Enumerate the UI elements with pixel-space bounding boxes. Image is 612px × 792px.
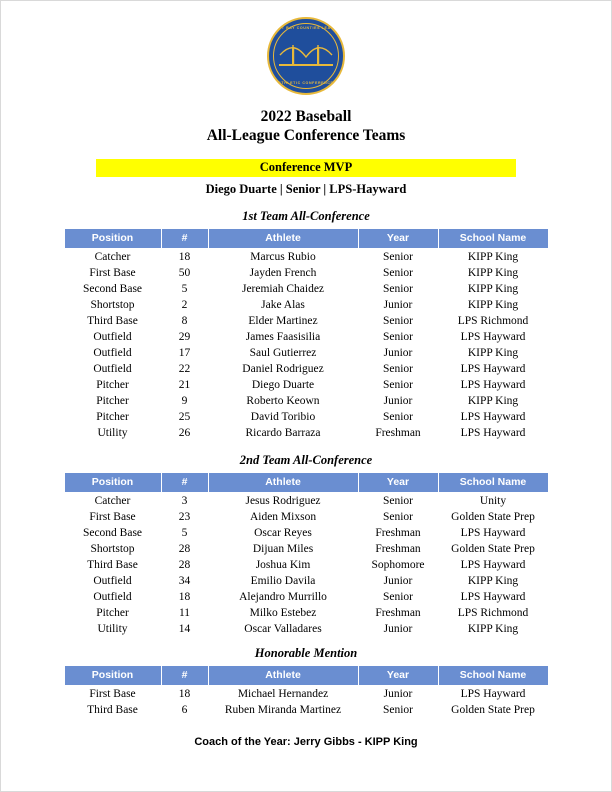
cell-athlete: Oscar Reyes [254, 527, 312, 539]
cell-position: Utility [97, 623, 128, 635]
cell-number: 29 [178, 331, 191, 343]
table-row [64, 425, 548, 441]
cell-number: 14 [178, 623, 191, 635]
cell-position: Pitcher [96, 411, 129, 423]
cell-school: LPS Hayward [460, 411, 526, 423]
cell-school: LPS Hayward [460, 559, 526, 571]
table-honorable-mention [64, 665, 549, 718]
cell-number: 17 [178, 347, 191, 359]
column-header-year: Year [358, 229, 438, 249]
coach-of-the-year: Coach of the Year: Jerry Gibbs - KIPP King [194, 736, 418, 748]
cell-year: Senior [382, 267, 414, 279]
table-row [64, 605, 548, 621]
bridge-icon [279, 43, 333, 69]
cell-number: 26 [178, 427, 191, 439]
cell-number: 18 [178, 688, 191, 700]
cell-position: Second Base [82, 283, 143, 295]
table-header-row [64, 473, 548, 493]
cell-athlete: Roberto Keown [246, 395, 320, 407]
cell-athlete: David Toribio [250, 411, 316, 423]
cell-school: KIPP King [467, 395, 519, 407]
cell-number: 50 [178, 267, 191, 279]
table-header-row [64, 229, 548, 249]
column-header-year: Year [358, 666, 438, 686]
cell-athlete: Emilio Davila [250, 575, 316, 587]
table-row [64, 557, 548, 573]
table-row [64, 686, 548, 703]
cell-position: Utility [97, 427, 128, 439]
cell-number: 5 [181, 283, 188, 295]
cell-athlete: Milko Estebez [249, 607, 317, 619]
cell-athlete: Diego Duarte [251, 379, 315, 391]
cell-position: Outfield [93, 331, 132, 343]
cell-athlete: Aiden Mixson [249, 511, 317, 523]
cell-school: KIPP King [467, 347, 519, 359]
cell-year: Senior [382, 379, 414, 391]
cell-year: Senior [382, 511, 414, 523]
cell-athlete: Jeremiah Chaidez [241, 283, 325, 295]
cell-athlete: James Faasisilia [245, 331, 321, 343]
cell-number: 23 [178, 511, 191, 523]
cell-year: Senior [382, 411, 414, 423]
cell-number: 9 [181, 395, 188, 407]
page-title [50, 107, 562, 145]
cell-position: First Base [89, 688, 136, 700]
section-title-honorable-mention: Honorable Mention [254, 646, 358, 660]
cell-year: Sophomore [371, 559, 425, 571]
cell-number: 2 [181, 299, 188, 311]
cell-athlete: Jesus Rodriguez [245, 495, 321, 507]
cell-number: 28 [178, 559, 191, 571]
cell-school: LPS Hayward [460, 331, 526, 343]
cell-school: KIPP King [467, 299, 519, 311]
cell-athlete: Saul Gutierrez [249, 347, 317, 359]
cell-school: Golden State Prep [451, 511, 535, 523]
section-title-first-team: 1st Team All-Conference [242, 209, 370, 223]
page-title-line2: All-League Conference Teams [206, 127, 406, 144]
cell-position: Pitcher [96, 379, 129, 391]
cell-position: Second Base [82, 527, 143, 539]
table-row [64, 265, 548, 281]
cell-year: Junior [383, 688, 413, 700]
table-row [64, 329, 548, 345]
cell-athlete: Alejandro Murrillo [239, 591, 327, 603]
cell-year: Junior [383, 299, 413, 311]
cell-year: Senior [382, 283, 414, 295]
table-row [64, 621, 548, 637]
table-row [64, 573, 548, 589]
cell-school: LPS Hayward [460, 363, 526, 375]
table-row [64, 525, 548, 541]
cell-athlete: Oscar Valladares [244, 623, 322, 635]
column-header-athlete: Athlete [208, 229, 358, 249]
column-header-number: # [161, 229, 208, 249]
column-header-school: School Name [438, 666, 548, 686]
cell-athlete: Jake Alas [261, 299, 305, 311]
table-row [64, 249, 548, 266]
cell-year: Senior [382, 315, 414, 327]
column-header-athlete: Athlete [208, 473, 358, 493]
cell-school: LPS Hayward [460, 591, 526, 603]
cell-school: KIPP King [467, 251, 519, 263]
cell-year: Junior [383, 575, 413, 587]
cell-position: Outfield [93, 591, 132, 603]
cell-school: LPS Hayward [460, 427, 526, 439]
logo-bottom-text: ATHLETIC CONFERENCE [278, 81, 334, 85]
cell-school: LPS Hayward [460, 688, 526, 700]
cell-school: KIPP King [467, 575, 519, 587]
conference-logo [50, 17, 562, 95]
table-row [64, 409, 548, 425]
cell-athlete: Ricardo Barraza [245, 427, 321, 439]
cell-number: 18 [178, 251, 191, 263]
cell-school: KIPP King [467, 283, 519, 295]
cell-school: Golden State Prep [451, 704, 535, 716]
cell-school: LPS Hayward [460, 527, 526, 539]
cell-year: Freshman [375, 607, 421, 619]
cell-number: 34 [178, 575, 191, 587]
table-second-team [64, 472, 549, 637]
cell-number: 22 [178, 363, 191, 375]
page-title-line1: 2022 Baseball [260, 108, 352, 125]
mvp-heading: Conference MVP [96, 159, 516, 177]
cell-number: 18 [178, 591, 191, 603]
cell-year: Senior [382, 363, 414, 375]
cell-school: KIPP King [467, 623, 519, 635]
cell-number: 8 [181, 315, 188, 327]
column-header-number: # [161, 666, 208, 686]
cell-year: Senior [382, 495, 414, 507]
cell-year: Senior [382, 251, 414, 263]
table-row [64, 345, 548, 361]
column-header-year: Year [358, 473, 438, 493]
table-row [64, 377, 548, 393]
cell-year: Senior [382, 591, 414, 603]
table-header-row [64, 666, 548, 686]
table-row [64, 509, 548, 525]
cell-position: Shortstop [90, 299, 135, 311]
table-row [64, 702, 548, 718]
cell-number: 25 [178, 411, 191, 423]
cell-athlete: Daniel Rodriguez [242, 363, 324, 375]
cell-year: Senior [382, 331, 414, 343]
cell-number: 3 [181, 495, 188, 507]
cell-school: KIPP King [467, 267, 519, 279]
cell-school: Unity [479, 495, 507, 507]
cell-school: LPS Hayward [460, 379, 526, 391]
logo-badge [267, 17, 345, 95]
cell-year: Freshman [375, 543, 421, 555]
table-row [64, 361, 548, 377]
cell-position: Pitcher [96, 395, 129, 407]
table-first-team [64, 228, 549, 441]
table-row [64, 493, 548, 510]
cell-position: Outfield [93, 575, 132, 587]
cell-athlete: Joshua Kim [255, 559, 311, 571]
cell-athlete: Jayden French [249, 267, 317, 279]
cell-number: 11 [178, 607, 191, 619]
cell-year: Junior [383, 395, 413, 407]
cell-year: Freshman [375, 427, 421, 439]
cell-position: Shortstop [90, 543, 135, 555]
cell-school: Golden State Prep [451, 543, 535, 555]
cell-year: Junior [383, 623, 413, 635]
table-row [64, 541, 548, 557]
table-row [64, 281, 548, 297]
section-title-second-team: 2nd Team All-Conference [239, 453, 373, 467]
cell-athlete: Dijuan Miles [252, 543, 314, 555]
cell-school: LPS Richmond [457, 607, 529, 619]
cell-number: 6 [181, 704, 188, 716]
column-header-school: School Name [438, 473, 548, 493]
cell-year: Junior [383, 347, 413, 359]
logo-top-text: WEST BAY COUNTIES LEAGUE [271, 26, 341, 30]
cell-position: Catcher [94, 251, 131, 263]
cell-number: 28 [178, 543, 191, 555]
cell-position: Outfield [93, 363, 132, 375]
cell-athlete: Elder Martinez [248, 315, 318, 327]
cell-position: Pitcher [96, 607, 129, 619]
cell-athlete: Ruben Miranda Martinez [224, 704, 342, 716]
table-row [64, 313, 548, 329]
column-header-position: Position [64, 473, 161, 493]
cell-position: First Base [89, 267, 136, 279]
cell-school: LPS Richmond [457, 315, 529, 327]
cell-position: Third Base [87, 559, 138, 571]
column-header-position: Position [64, 229, 161, 249]
table-row [64, 589, 548, 605]
cell-position: Catcher [94, 495, 131, 507]
cell-position: First Base [89, 511, 136, 523]
cell-athlete: Michael Hernandez [237, 688, 329, 700]
column-header-position: Position [64, 666, 161, 686]
table-row [64, 297, 548, 313]
column-header-athlete: Athlete [208, 666, 358, 686]
cell-position: Outfield [93, 347, 132, 359]
cell-year: Freshman [375, 527, 421, 539]
mvp-name: Diego Duarte | Senior | LPS-Hayward [205, 182, 407, 196]
cell-year: Senior [382, 704, 414, 716]
table-row [64, 393, 548, 409]
cell-position: Third Base [87, 704, 138, 716]
cell-number: 21 [178, 379, 191, 391]
column-header-school: School Name [438, 229, 548, 249]
cell-number: 5 [181, 527, 188, 539]
cell-athlete: Marcus Rubio [250, 251, 316, 263]
column-header-number: # [161, 473, 208, 493]
cell-position: Third Base [87, 315, 138, 327]
